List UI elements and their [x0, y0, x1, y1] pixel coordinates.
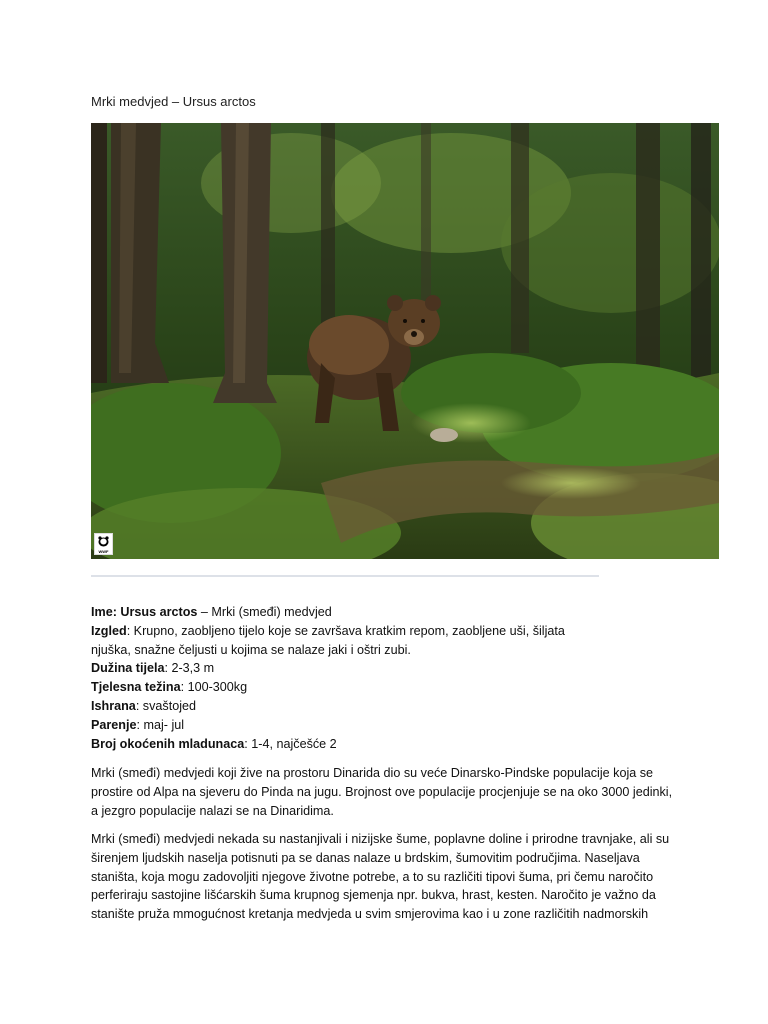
fact-value: : 2-3,3 m: [164, 661, 215, 676]
fact-body-length: [91, 659, 711, 678]
fact-label: Dužina tijela: [91, 661, 165, 676]
fact-cubs: [91, 735, 711, 754]
fact-label: Tjelesna težina: [91, 680, 181, 695]
fact-label: Ishrana: [91, 698, 136, 713]
paragraph-line: prostire od Alpa na sjeveru do Pinda na jugu. Brojnost ove populacije procjenjuje se na oko 3000 jedinki,: [91, 784, 673, 799]
horizontal-divider: [91, 575, 599, 577]
paragraph-line: širenjem ljudskih naselja potisnuti pa se danas nalaze u brdskim, šumovitim područjima. Naseljava: [91, 850, 640, 865]
fact-appearance: [91, 622, 711, 641]
document-title: Mrki medvjed – Ursus arctos: [91, 94, 256, 109]
wwf-logo-text: WWF: [98, 549, 109, 554]
fact-mating: [91, 716, 711, 735]
paragraph-habitat: [91, 830, 711, 924]
forest-bear-illustration: [91, 123, 719, 559]
bear-photo: [91, 123, 719, 559]
paragraph-line: perferiraju sastojine lišćarskih šuma krupnog sjemenja npr. bukva, hrast, kesten. Naročito je važno da: [91, 888, 656, 903]
fact-name: [91, 603, 711, 622]
paragraph-line: Mrki (smeđi) medvjedi nekada su nastanjivali i nizijske šume, poplavne doline i prirodne travnjake, ali su: [91, 832, 670, 846]
fact-value: : 1-4, najčešće 2: [244, 736, 337, 751]
fact-body-weight: [91, 678, 711, 697]
paragraph-population: [91, 764, 711, 820]
fact-appearance-continued: [91, 641, 711, 660]
fact-value: : Krupno, zaobljeno tijelo koje se završava kratkim repom, zaobljene uši, šiljata: [126, 623, 565, 638]
paragraph-line: Mrki (smeđi) medvjedi koji žive na prostoru Dinarida dio su veće Dinarsko-Pindske populacije koja se: [91, 766, 654, 780]
fact-value: : maj- jul: [136, 717, 185, 732]
fact-diet: [91, 697, 711, 716]
facts-list: [91, 603, 711, 753]
paragraph-line: stanište pruža mmogućnost kretanja medvjeda u svim smjerovima kao i u zone različitih nadmorskih: [91, 907, 649, 922]
paragraph-line: staništa, koja mogu zadovoljiti njegove životne potrebe, a to su različiti tipovi šuma, pri čemu naročito: [91, 869, 654, 884]
wwf-logo: [94, 533, 113, 555]
panda-icon: [95, 534, 112, 548]
fact-value: njuška, snažne čeljusti u kojima se nalaze jaki i oštri zubi.: [91, 642, 411, 657]
fact-label: Parenje: [91, 717, 137, 732]
fact-value: : 100-300kg: [180, 680, 248, 695]
paragraph-line: a jezgro populacije nalazi se na Dinaridima.: [91, 803, 334, 818]
fact-value: – Mrki (smeđi) medvjed: [197, 605, 332, 619]
fact-label: Broj okoćenih mladunaca: [91, 736, 245, 751]
fact-value: : svaštojed: [135, 698, 197, 713]
fact-label: Ime: Ursus arctos: [91, 605, 198, 619]
fact-label: Izgled: [91, 623, 127, 638]
